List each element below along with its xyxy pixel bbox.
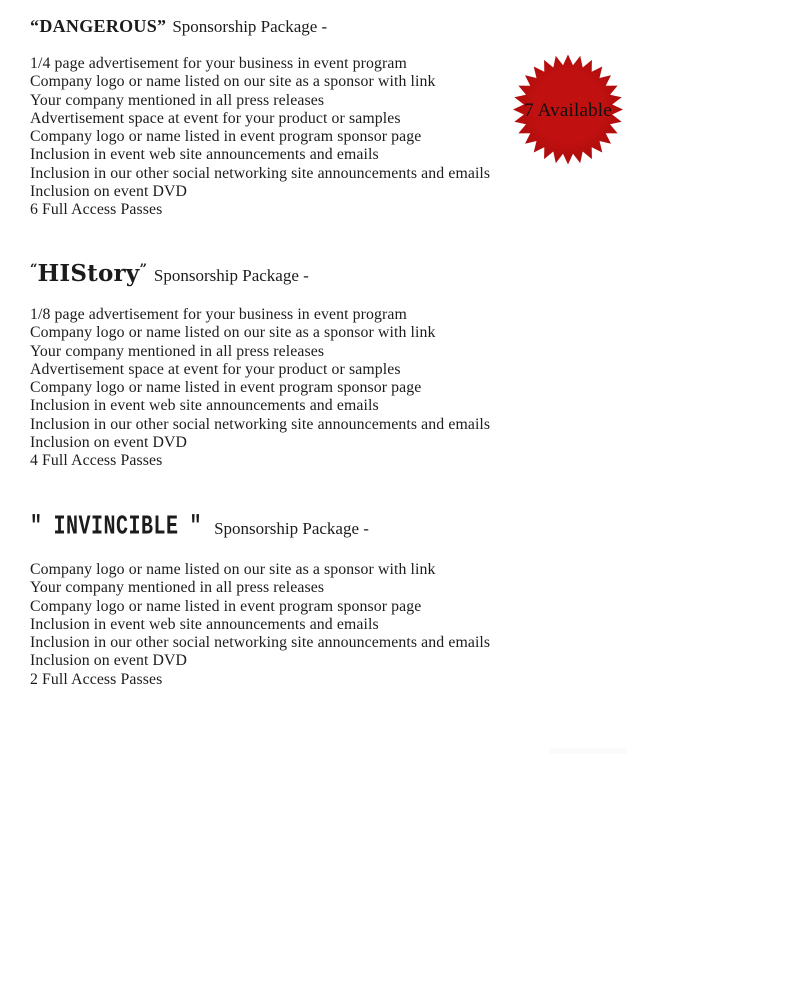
- benefit-line: Inclusion in event web site announcements and emails: [30, 615, 379, 633]
- benefit-line: Company logo or name listed in event program sponsor page: [30, 597, 422, 615]
- close-quote: ": [189, 511, 203, 543]
- badge-label: 7 Available: [524, 100, 612, 121]
- title-suffix: Sponsorship Package -: [172, 17, 328, 36]
- benefit-line: 2 Full Access Passes: [30, 670, 163, 688]
- package-name: HIStory: [37, 260, 140, 287]
- package-title-dangerous: [30, 17, 327, 35]
- benefits-list-invincible: [30, 561, 490, 689]
- benefit-line: Advertisement space at event for your product or samples: [30, 109, 401, 127]
- benefit-line: Your company mentioned in all press releases: [30, 91, 325, 109]
- benefit-line: 1/4 page advertisement for your business in event program: [30, 55, 407, 72]
- open-quote: ": [30, 511, 43, 543]
- title-suffix: Sponsorship Package -: [214, 519, 369, 538]
- benefit-line: Company logo or name listed on our site as a sponsor with link: [30, 324, 436, 342]
- package-name: INVINCIBLE: [53, 511, 179, 543]
- benefit-line: Company logo or name listed on our site as a sponsor with link: [30, 73, 436, 91]
- benefit-line: Inclusion in our other social networking site announcements and emails: [30, 164, 491, 182]
- open-quote: “: [30, 262, 38, 277]
- benefit-line: Inclusion in our other social networking site announcements and emails: [30, 634, 491, 652]
- benefit-line: Inclusion on event DVD: [30, 434, 188, 452]
- package-title-history: [30, 262, 309, 285]
- benefits-list-dangerous: [30, 55, 490, 220]
- benefit-line: Your company mentioned in all press releases: [30, 579, 325, 597]
- open-quote: “: [30, 16, 40, 36]
- benefit-line: Company logo or name listed on our site as a sponsor with link: [30, 561, 436, 578]
- close-quote: ”: [139, 262, 147, 277]
- benefit-line: Your company mentioned in all press releases: [30, 342, 325, 360]
- close-quote: ”: [157, 16, 167, 36]
- benefit-line: Inclusion in event web site announcements and emails: [30, 397, 379, 415]
- availability-badge: [512, 54, 624, 166]
- faint-smudge: [549, 748, 627, 754]
- benefits-list-history: [30, 306, 490, 471]
- package-title-invincible: [30, 511, 369, 543]
- benefit-line: Advertisement space at event for your product or samples: [30, 360, 401, 378]
- benefit-line: Company logo or name listed in event program sponsor page: [30, 379, 422, 397]
- benefit-line: Inclusion in our other social networking site announcements and emails: [30, 415, 491, 433]
- package-name-group: [30, 511, 203, 543]
- benefit-line: Company logo or name listed in event program sponsor page: [30, 128, 422, 146]
- benefit-line: 1/8 page advertisement for your business in event program: [30, 306, 407, 323]
- benefit-line: 4 Full Access Passes: [30, 452, 163, 470]
- package-name: DANGEROUS: [39, 16, 158, 36]
- benefit-line: Inclusion on event DVD: [30, 183, 188, 201]
- benefit-line: 6 Full Access Passes: [30, 201, 163, 219]
- benefit-line: Inclusion in event web site announcements and emails: [30, 146, 379, 164]
- title-suffix: Sponsorship Package -: [153, 266, 309, 285]
- benefit-line: Inclusion on event DVD: [30, 652, 188, 670]
